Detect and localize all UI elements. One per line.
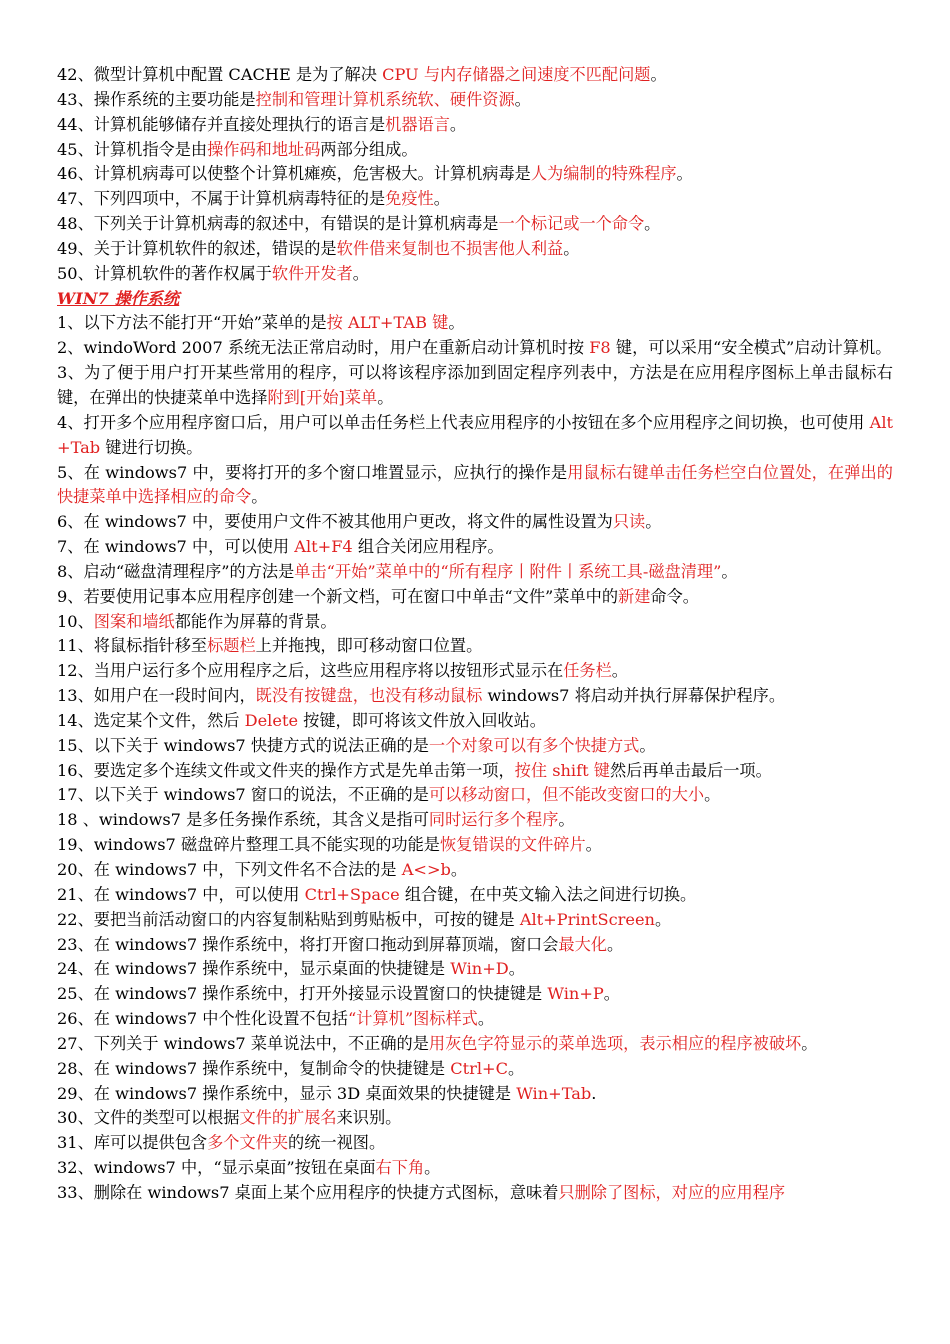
question-text-tail: 。 [558,810,575,830]
question-text-tail: 来识别。 [336,1108,402,1128]
question-item [57,237,893,262]
section-heading: WIN7 操作系统 [57,288,180,308]
question-text-tail: 上并拖拽，即可移动窗口位置。 [255,636,483,656]
answer-text: Win+Tab [516,1083,592,1103]
question-item [57,908,893,933]
question-text: 30、文件的类型可以根据 [57,1108,240,1128]
question-text-tail: 。 [424,1158,441,1178]
question-item [57,113,893,138]
question-text-tail: windows7 将启动并执行屏幕保护程序。 [482,686,786,706]
question-text: 46、计算机病毒可以使整个计算机瘫痪，危害极大。计算机病毒是 [57,164,531,184]
question-text: 20、在 windows7 中，下列文件名不合法的是 [57,860,402,879]
question-item [57,808,893,833]
answer-text: Win+P [547,984,604,1004]
answer-text: Alt+PrintScreen [519,909,655,929]
answer-text: 软件借来复制也不损害他人利益 [336,238,564,258]
answer-text: 同时运行多个程序 [428,810,559,830]
question-text: 17、以下关于 windows7 窗口的说法，不正确的是 [57,785,429,805]
answer-text: Ctrl+Space [304,884,400,904]
question-text-tail: 键进行切换。 [100,437,203,457]
question-item [57,138,893,163]
question-item [57,684,893,709]
question-text-tail: 。 [603,984,620,1004]
question-item [57,634,893,659]
question-text-tail: 都能作为屏幕的背景。 [174,611,337,631]
question-item [57,361,893,411]
question-text: 43、操作系统的主要功能是 [57,89,256,109]
answer-text: 软件开发者 [271,263,353,283]
answer-text: 一个标记或一个命令 [498,214,645,234]
question-text: 16、要选定多个连续文件或文件夹的操作方式是先单击第一项， [57,760,515,780]
question-item [57,759,893,784]
question-text-tail: 命令。 [650,586,699,606]
question-text: 19、windows7 磁盘碎片整理工具不能实现的功能是 [57,835,440,855]
question-item [57,659,893,684]
answer-text: 单击“开始”菜单中的“所有程序丨附件丨系统工具-磁盘清理” [294,561,722,581]
question-text: 26、在 windows7 中个性化设置不包括 [57,1009,348,1029]
question-text: 14、选定某个文件，然后 [57,710,245,730]
answer-text: 最大化 [558,934,607,954]
question-item [57,982,893,1007]
answer-text: 按 ALT+TAB 键 [326,313,449,333]
answer-text: 按住 shift 键 [514,760,610,780]
question-item [57,883,893,908]
answer-text: 右下角 [375,1158,425,1178]
question-item [57,336,893,361]
answer-text: 免疫性 [385,189,434,209]
question-text-tail: 。 [508,959,525,979]
question-text-tail: 。 [477,1009,495,1029]
question-item [57,933,893,958]
question-text: 5、在 windows7 中，要将打开的多个窗口堆置显示，应执行的操作是 [57,462,568,482]
answer-text: 既没有按键盘，也没有移动鼠标 [255,686,483,706]
question-text: 11、将鼠标指针移至 [57,636,208,656]
question-text-tail: 的统一视图。 [288,1133,386,1153]
question-text-tail: 。 [801,1033,818,1053]
question-text: 7、在 windows7 中，可以使用 [57,537,295,557]
question-text: 25、在 windows7 操作系统中，打开外接显示设置窗口的快捷键是 [57,984,548,1004]
question-text-tail: 。 [514,89,531,109]
answer-text: CPU 与内存储器之间速度不匹配问题 [382,65,651,84]
question-item [57,1106,893,1131]
question-text-tail: 。 [606,934,624,954]
question-text: 13、如用户在一段时间内， [57,686,256,706]
question-text: 8、启动“磁盘清理程序”的方法是 [57,561,295,581]
question-text: 50、计算机软件的著作权属于 [57,263,272,283]
question-text-tail: 。 [508,1058,525,1078]
answer-text: Alt+Tab [57,412,893,457]
question-text: 28、在 windows7 操作系统中，复制命令的快捷键是 [57,1058,451,1078]
answer-text: 机器语言 [385,114,450,134]
answer-text: 新建 [618,586,651,606]
answer-text: 用灰色字符显示的菜单选项，表示相应的程序被破坏 [428,1033,802,1053]
question-item [57,510,893,535]
question-item [57,88,893,113]
question-text-tail: 组合键，在中英文输入法之间进行切换。 [399,884,697,904]
question-item [57,187,893,212]
answer-text: 用鼠标右键单击任务栏空白位置处，在弹出的快捷菜单中选择相应的命令 [57,462,893,507]
question-item [57,63,893,88]
question-text-tail: 键，可以采用“安全模式”启动计算机。 [610,338,892,358]
question-text: 44、计算机能够储存并直接处理执行的语言是 [57,114,386,134]
question-item [57,734,893,759]
answer-text: 只删除了图标，对应的应用程序 [558,1182,786,1202]
question-text: 22、要把当前活动窗口的内容复制粘贴到剪贴板中，可按的键是 [57,909,520,929]
question-item [57,858,893,883]
question-item [57,1057,893,1082]
question-item [57,535,893,560]
question-item [57,709,893,734]
question-item [57,262,893,287]
answer-text: 图案和墙纸 [93,611,175,631]
question-item [57,610,893,635]
question-text-tail: 。 [704,785,721,805]
question-item [57,461,893,511]
question-text: 42、微型计算机中配置 CACHE 是为了解决 [57,65,383,84]
question-list-computer-basics [57,63,893,287]
question-text-tail: 。 [650,65,667,84]
question-item [57,1007,893,1032]
question-item [57,585,893,610]
answer-text: “计算机”图标样式 [347,1009,478,1029]
question-item [57,411,893,461]
question-text: 48、下列关于计算机病毒的叙述中，有错误的是计算机病毒是 [57,214,499,234]
question-item [57,212,893,237]
question-text: 47、下列四项中，不属于计算机病毒特征的是 [57,189,386,209]
answer-text: Alt+F4 [294,537,353,557]
answer-text: A<>b [401,860,451,879]
question-text-tail: 。 [585,835,602,855]
question-text-tail: 。 [639,735,656,755]
question-text-tail: 。 [448,313,465,333]
answer-text: 一个对象可以有多个快捷方式 [428,735,640,755]
question-item [57,162,893,187]
question-item [57,833,893,858]
question-text: 9、若要使用记事本应用程序创建一个新文档，可在窗口中单击“文件”菜单中的 [57,586,619,606]
question-text: 33、删除在 windows7 桌面上某个应用程序的快捷方式图标，意味着 [57,1182,559,1202]
answer-text: 恢复错误的文件碎片 [439,835,586,855]
question-item [57,1131,893,1156]
question-text: 1、以下方法不能打开“开始”菜单的是 [57,313,327,333]
answer-text: 人为编制的特殊程序 [530,164,677,184]
question-text-tail: 。 [352,263,369,283]
document-page [57,63,893,1206]
question-text: 4、打开多个应用程序窗口后，用户可以单击任务栏上代表应用程序的小按钮在多个应用程序之间切换，也可使用 [57,412,870,432]
question-text-tail: 。 [644,214,661,234]
answer-text: 任务栏 [563,661,612,681]
question-text-tail: 。 [563,238,580,258]
question-text-tail: 。 [654,909,672,929]
question-text: 3、为了便于用户打开某些常用的程序，可以将该程序添加到固定程序列表中，方法是在应用程序图标上单击鼠标右键，在弹出的快捷菜单中选择 [57,363,893,407]
question-text-tail: 。 [377,387,394,407]
question-text: 31、库可以提供包含 [57,1133,208,1153]
answer-text: 多个文件夹 [207,1133,289,1153]
question-text-tail: . [591,1083,597,1103]
question-list-win7 [57,311,893,1205]
question-text: 10、 [57,611,94,631]
question-text-tail: 。 [611,661,628,681]
question-text-tail: 两部分组成。 [320,139,418,159]
question-text: 12、当用户运行多个应用程序之后，这些应用程序将以按钮形式显示在 [57,661,564,681]
answer-text: Win+D [450,959,509,979]
answer-text: 文件的扩展名 [239,1108,337,1128]
question-text-tail: 。 [645,512,662,532]
question-text-tail: 。 [449,114,467,134]
answer-text: F8 [589,338,611,358]
question-item [57,311,893,336]
question-text-tail: 然后再单击最后一项。 [609,760,772,780]
question-text: 45、计算机指令是由 [57,139,208,159]
question-item [57,783,893,808]
question-text-tail: 。 [251,487,268,507]
answer-text: 只读 [612,512,646,532]
question-text: 27、下列关于 windows7 菜单说法中，不正确的是 [57,1033,429,1053]
question-text: 32、windows7 中，“显示桌面”按钮在桌面 [57,1158,376,1178]
question-text: 49、关于计算机软件的叙述，错误的是 [57,238,337,258]
question-item [57,1181,893,1206]
question-text-tail: 。 [721,561,738,581]
question-item [57,1082,893,1107]
question-text: 2、windoWord 2007 系统无法正常启动时，用户在重新启动计算机时按 [57,338,590,358]
answer-text: Ctrl+C [450,1058,509,1078]
answer-text: 可以移动窗口，但不能改变窗口的大小 [428,785,705,805]
question-item [57,1156,893,1181]
question-item [57,1032,893,1057]
question-text: 29、在 windows7 操作系统中，显示 3D 桌面效果的快捷键是 [57,1083,517,1103]
question-text: 24、在 windows7 操作系统中，显示桌面的快捷键是 [57,959,451,979]
question-text: 21、在 windows7 中，可以使用 [57,884,305,904]
answer-text: 标题栏 [207,636,256,656]
question-text: 6、在 windows7 中，要使用户文件不被其他用户更改，将文件的属性设置为 [57,512,613,532]
question-item [57,957,893,982]
question-text-tail: 。 [676,164,693,184]
question-text: 18 、windows7 是多任务操作系统，其含义是指可 [57,810,429,830]
question-text-tail: 。 [433,189,450,209]
answer-text: 附到[开始]菜单 [267,387,378,407]
answer-text: Delete [244,710,299,730]
question-text: 23、在 windows7 操作系统中，将打开窗口拖动到屏幕顶端，窗口会 [57,934,559,954]
question-text-tail: 组合关闭应用程序。 [352,537,504,557]
question-item [57,560,893,585]
question-text-tail: 按键，即可将该文件放入回收站。 [298,710,546,730]
answer-text: 控制和管理计算机系统软、硬件资源 [255,89,515,109]
answer-text: 操作码和地址码 [207,139,321,159]
question-text-tail: 。 [450,860,468,879]
question-text: 15、以下关于 windows7 快捷方式的说法正确的是 [57,735,429,755]
